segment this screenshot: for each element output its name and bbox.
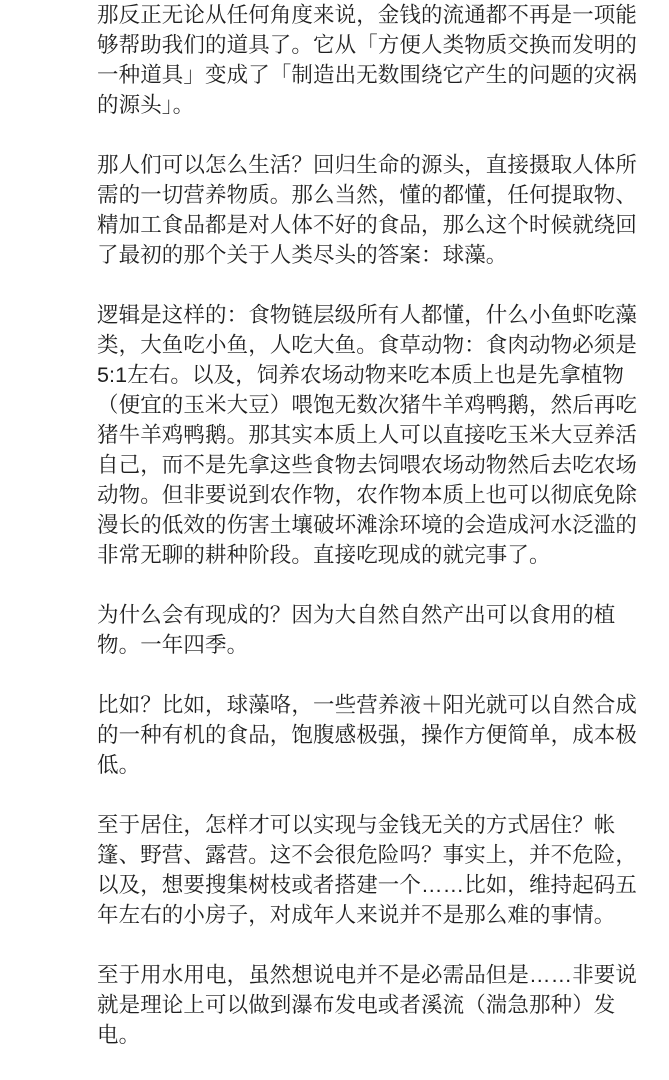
paragraph-how-to-live: 那人们可以怎么生活？回归生命的源头，直接摄取人体所需的一切营养物质。那么当然，懂的都懂，任何提取物、精加工食品都是对人体不好的食品，那么这个时候就绕回了最初的那个关于人类尽头的答案：球藻。 — [97, 153, 638, 267]
paragraph-why-ready-made: 为什么会有现成的？因为大自然自然产出可以食用的植物。一年四季。 — [97, 603, 616, 657]
paragraph-algae-example: 比如？比如，球藻咯，一些营养液＋阳光就可以自然合成的一种有机的食品，饱腹感极强，操作方便简单，成本极低。 — [97, 693, 638, 777]
paragraph-housing: 至于居住，怎样才可以实现与金钱无关的方式居住？帐篷、野营、露营。这不会很危险吗？事实上，并不危险，以及，想要搜集树枝或者搭建一个……比如，维持起码五年左右的小房子，对成年人来说并不是那么难的事情。 — [97, 813, 638, 927]
paragraph-water-electricity: 至于用水用电，虽然想说电并不是必需品但是……非要说就是理论上可以做到瀑布发电或者溪流（湍急那种）发电。 — [97, 963, 638, 1047]
article-body — [97, 0, 642, 1080]
paragraph-food-chain-logic: 逻辑是这样的：食物链层级所有人都懂，什么小鱼虾吃藻类，大鱼吃小鱼，人吃大鱼。食草动物：食肉动物必须是5:1左右。以及，饲养农场动物来吃本质上也是先拿植物（便宜的玉米大豆）喂饱无数次猪牛羊鸡鸭鹅，然后再吃猪牛羊鸡鸭鹅。那其实本质上人可以直接吃玉米大豆养活自己，而不是先拿这些食物去饲喂农场动物然后去吃农场动物。但非要说到农作物，农作物本质上也可以彻底免除漫长的低效的伤害土壤破坏滩涂环境的会造成河水泛滥的非常无聊的耕种阶段。直接吃现成的就完事了。 — [97, 303, 638, 567]
paragraph-money-as-tool: 那反正无论从任何角度来说，金钱的流通都不再是一项能够帮助我们的道具了。它从「方便人类物质交换而发明的一种道具」变成了「制造出无数围绕它产生的问题的灾祸的源头」。 — [97, 3, 638, 117]
